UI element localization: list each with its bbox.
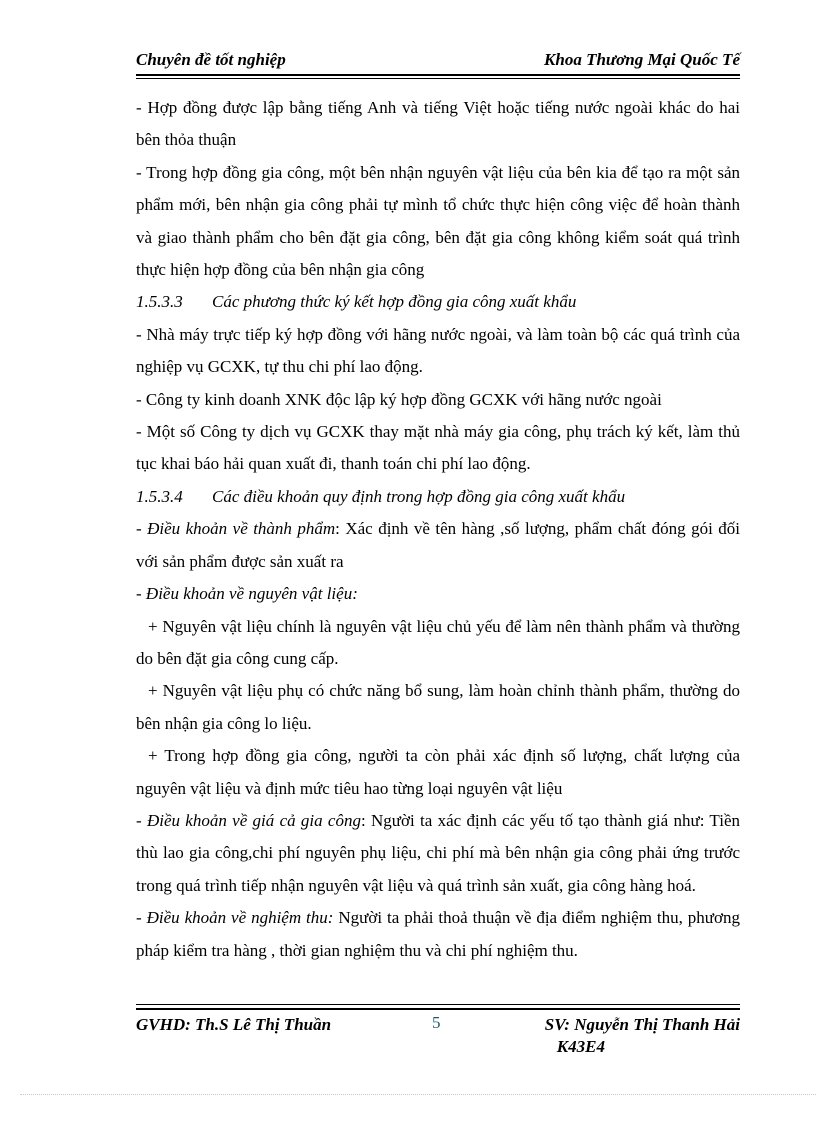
clause-text: Người ta phải thoả thuận về địa điểm nghiệm thu, phương pháp kiểm tra hàng , thời gian nghiệm thu và chi phí nghiệm thu. [136,908,740,960]
section-heading [136,286,740,318]
paragraph: + Nguyên vật liệu chính là nguyên vật liệu chủ yếu để làm nên thành phẩm và thường do bên đặt gia công cung cấp. [136,616,740,668]
section-heading [136,481,740,513]
clause-label: - Điều khoản về nguyên vật liệu: [136,584,358,604]
clause-text: : Người ta xác định các yếu tố tạo thành giá như: Tiền thù lao gia công,chi phí nguyên phụ liệu, chi phí mà bên nhận gia công phải ứng trước trong quá trình tiếp nhận nguyên vật liệu và quá trình sản xuất, gia công hàng hoá. [136,810,740,895]
paragraph: + Trong hợp đồng gia công, người ta còn phải xác định số lượng, chất lượng của nguyên vật liệu và định mức tiêu hao từng loại nguyên vật liệu [136,746,740,798]
section-title: Các phương thức ký kết hợp đồng gia công xuất khẩu [212,292,577,312]
paragraph: - Trong hợp đồng gia công, một bên nhận nguyên vật liệu của bên kia để tạo ra một sản phẩm mới, bên nhận gia công phải tự mình tổ chức thực hiện công việc để hoàn thành và giao thành phẩm cho bên đặt gia công, bên đặt gia công không kiểm soát quá trình thực hiện hợp đồng của bên nhận gia công [136,162,740,280]
footer-supervisor: GVHD: Th.S Lê Thị Thuần [136,1015,332,1034]
footer-rule [136,1008,740,1010]
footer-student [545,1014,740,1058]
header-rule-thin [136,78,740,79]
header-rule [136,74,740,76]
paragraph: - Công ty kinh doanh XNK độc lập ký hợp đồng GCXK với hãng nước ngoài [136,389,662,409]
section-number: 1.5.3.3 [136,292,183,312]
clause-text: : Xác định về tên hàng ,số lượng, phẩm chất đóng gói đối với sản phẩm được sản xuất ra [136,519,740,571]
paragraph: - Hợp đồng được lập bằng tiếng Anh và tiếng Việt hoặc tiếng nước ngoài khác do hai bên thỏa thuận [136,98,740,150]
paragraph: - Một số Công ty dịch vụ GCXK thay mặt nhà máy gia công, phụ trách ký kết, làm thủ tục khai báo hải quan xuất đi, thanh toán chi phí lao động. [136,422,740,474]
student-class: K43E4 [556,1037,605,1056]
page-bottom-border [20,1094,816,1095]
paragraph: + Nguyên vật liệu phụ có chức năng bổ sung, làm hoàn chỉnh thành phẩm, thường do bên nhận gia công lo liệu. [136,681,740,733]
paragraph [136,578,740,610]
page-header [136,50,740,72]
clause-label: - Điều khoản về giá cả gia công [136,810,361,830]
student-name: SV: Nguyễn Thị Thanh Hải [544,1015,740,1034]
paragraph [136,902,740,967]
header-title-right: Khoa Thương Mại Quốc Tế [544,50,740,69]
document-body [136,92,740,967]
paragraph [136,805,740,902]
header-title-left: Chuyên đề tốt nghiệp [136,50,286,69]
section-number: 1.5.3.4 [136,486,183,506]
footer-rule-thin [136,1004,740,1005]
clause-label: - Điều khoản về nghiệm thu: [136,908,334,928]
paragraph: - Nhà máy trực tiếp ký hợp đồng với hãng nước ngoài, và làm toàn bộ các quá trình của nghiệp vụ GCXK, tự thu chi phí lao động. [136,324,740,377]
page-number: 5 [432,1013,441,1032]
paragraph [136,513,740,578]
section-title: Các điều khoản quy định trong hợp đồng gia công xuất khẩu [212,486,626,506]
clause-label: - Điều khoản về thành phẩm [136,519,336,539]
